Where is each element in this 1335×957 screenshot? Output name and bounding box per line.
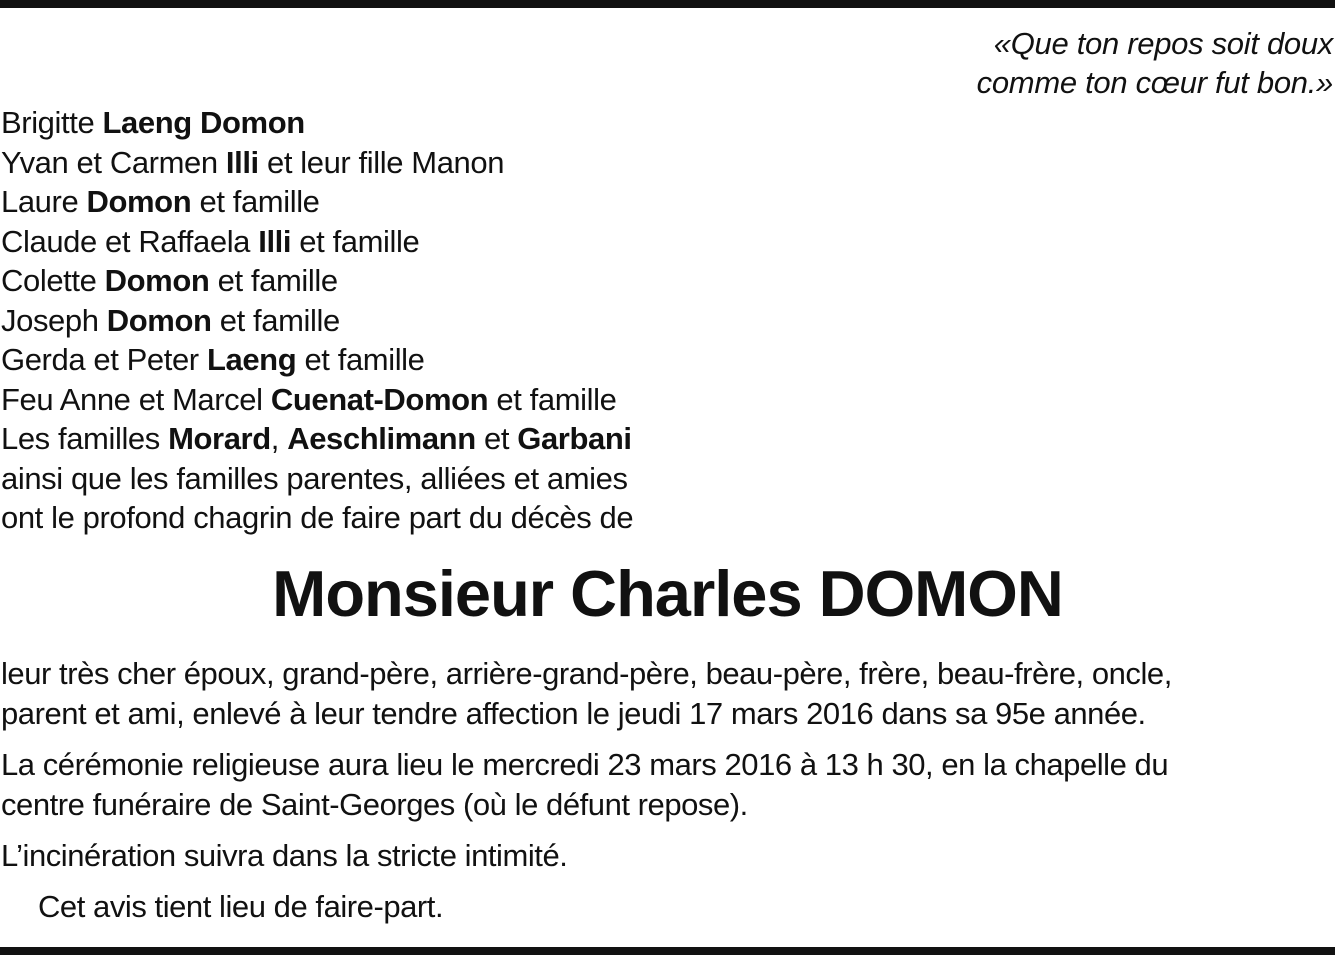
- family-line-text: et leur fille Manon: [258, 144, 505, 180]
- family-line-text: Claude et Raffaela: [1, 223, 259, 259]
- intro-line: ont le profond chagrin de faire part du décès de: [1, 500, 634, 535]
- quote-line: «Que ton repos soit doux: [993, 26, 1333, 61]
- cremation-paragraph: L’incinération suivra dans la stricte intimité.: [1, 838, 568, 873]
- family-line-text: Yvan et Carmen: [1, 144, 226, 180]
- family-line-text: et famille: [211, 302, 340, 338]
- bottom-rule: [0, 947, 1335, 955]
- families-line: [1, 419, 633, 459]
- notice-paragraph: Cet avis tient lieu de faire-part.: [38, 889, 444, 924]
- family-line: [1, 103, 633, 143]
- ceremony-paragraph: [1, 745, 1168, 824]
- relation-paragraph: [1, 654, 1172, 733]
- family-surname: Illi: [258, 223, 292, 259]
- family-line-text: et famille: [296, 342, 425, 377]
- family-line-text: Laure: [1, 184, 87, 219]
- family-line: [1, 222, 633, 262]
- top-rule: [0, 0, 1335, 8]
- family-line: [1, 143, 633, 183]
- family-surname: Laeng: [206, 342, 297, 377]
- family-line: [1, 182, 633, 222]
- deceased-name: Monsieur Charles DOMON: [272, 557, 1063, 630]
- family-line-text: et famille: [191, 184, 320, 219]
- intro-line: ainsi que les familles parentes, alliées et amies: [1, 460, 628, 496]
- paragraph-line: leur très cher époux, grand-père, arrière-grand-père, beau-père, frère, beau-frère, oncle,: [1, 656, 1172, 691]
- family-line-text: et famille: [488, 381, 617, 417]
- family-line-text: et: [475, 421, 518, 456]
- family-line-text: Joseph: [1, 302, 107, 338]
- paragraph-line: centre funéraire de Saint-Georges (où le défunt repose).: [1, 786, 748, 822]
- family-surname: Domon: [106, 302, 212, 338]
- family-surname: Aeschlimann: [287, 421, 476, 456]
- family-line-text: Feu Anne et Marcel: [1, 381, 271, 417]
- family-line: [1, 340, 633, 380]
- family-list: [1, 103, 633, 538]
- family-line: [1, 301, 633, 341]
- family-line-text: Gerda et Peter: [1, 342, 207, 377]
- family-surname: Domon: [86, 184, 192, 219]
- paragraph-line: parent et ami, enlevé à leur tendre affection le jeudi 17 mars 2016 dans sa 95e année.: [1, 695, 1146, 731]
- family-surname: Domon: [104, 263, 210, 298]
- family-surname: Garbani: [517, 421, 632, 456]
- family-line-text: ,: [270, 421, 288, 456]
- family-line-text: et famille: [209, 263, 338, 298]
- family-line-text: Brigitte: [1, 105, 103, 140]
- family-surname: Cuenat-Domon: [270, 381, 489, 417]
- epigraph-quote: [977, 24, 1333, 102]
- family-line: [1, 261, 633, 301]
- family-line-text: Les familles: [1, 421, 169, 456]
- family-surname: Illi: [225, 144, 259, 180]
- family-line: [1, 380, 633, 420]
- family-surname: Laeng Domon: [102, 105, 305, 140]
- quote-line: comme ton cœur fut bon.»: [976, 65, 1333, 100]
- paragraph-line: La cérémonie religieuse aura lieu le mercredi 23 mars 2016 à 13 h 30, en la chapelle du: [1, 747, 1169, 782]
- family-surname: Morard: [168, 421, 271, 456]
- family-line-text: et famille: [291, 223, 420, 259]
- family-line-text: Colette: [1, 263, 105, 298]
